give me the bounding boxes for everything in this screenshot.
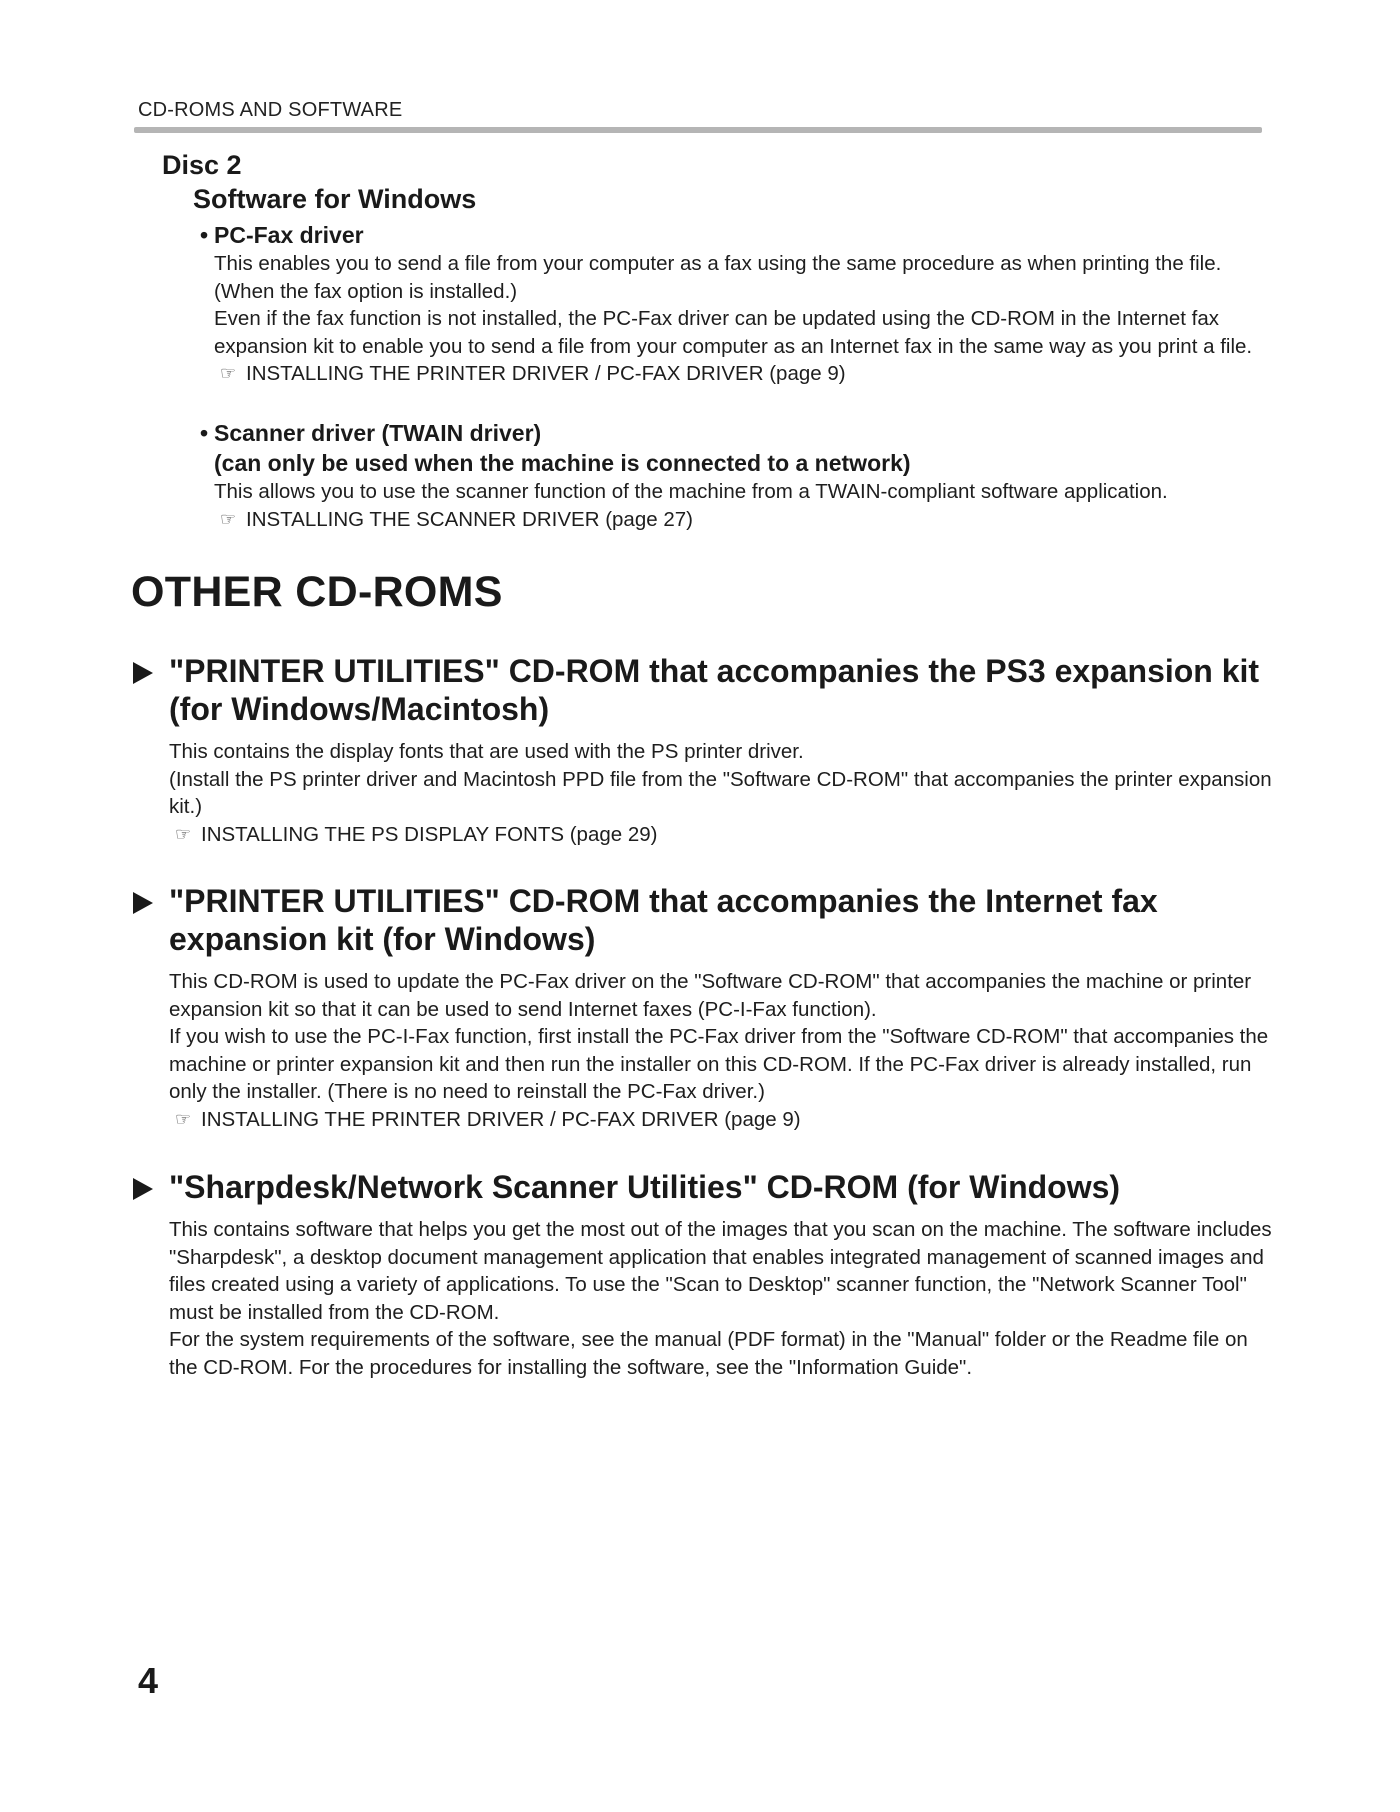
section-internet-fax-printer-utilities xyxy=(133,882,1273,1134)
pointing-hand-icon: ☞ xyxy=(220,508,237,529)
pointing-hand-icon: ☞ xyxy=(220,363,237,384)
section-title: "PRINTER UTILITIES" CD-ROM that accompanies the Internet fax expansion kit (for Windows) xyxy=(133,882,1273,958)
item-title: • PC-Fax driver xyxy=(200,222,364,248)
paragraph: This contains software that helps you get the most out of the images that you scan on the machine. The software includes "Sharpdesk", a desktop document management application that enables integrated management of scanned images and files created using a variety of applications. To use the "Scan to Desktop" scanner function, the "Network Scanner Tool" must be installed from the CD-ROM. xyxy=(169,1218,1272,1324)
paragraph: Even if the fax function is not installed, the PC-Fax driver can be updated using the CD-ROM in the Internet fax expansion kit to enable you to send a file from your computer as an Internet fax in the same way as you print a file. xyxy=(214,307,1253,358)
paragraph: (When the fax option is installed.) xyxy=(214,279,518,303)
header-rule xyxy=(134,127,1262,133)
item-body xyxy=(200,478,1270,533)
triangle-right-icon xyxy=(133,1178,153,1200)
running-header: CD-ROMS AND SOFTWARE xyxy=(138,99,403,121)
cross-reference: ☞ INSTALLING THE PS DISPLAY FONTS (page 29) xyxy=(169,821,1273,849)
pointing-hand-icon: ☞ xyxy=(175,823,192,844)
disc-title: Disc 2 xyxy=(162,150,242,180)
paragraph: This contains the display fonts that are used with the PS printer driver. xyxy=(169,740,804,763)
cross-reference: ☞ INSTALLING THE SCANNER DRIVER (page 27) xyxy=(214,506,1270,534)
triangle-right-icon xyxy=(133,892,153,914)
bullet-icon: • xyxy=(200,420,209,446)
section-body xyxy=(133,738,1273,848)
cross-reference: ☞ INSTALLING THE PRINTER DRIVER / PC-FAX DRIVER (page 9) xyxy=(169,1106,1273,1134)
section-title: "Sharpdesk/Network Scanner Utilities" CD-ROM (for Windows) xyxy=(133,1168,1273,1206)
section-title: "PRINTER UTILITIES" CD-ROM that accompanies the PS3 expansion kit (for Windows/Macintosh) xyxy=(133,652,1273,728)
software-for-windows-heading: Software for Windows xyxy=(193,184,477,214)
section-sharpdesk-utilities xyxy=(133,1168,1273,1382)
cross-reference: ☞ INSTALLING THE PRINTER DRIVER / PC-FAX DRIVER (page 9) xyxy=(214,360,1270,388)
page-number: 4 xyxy=(138,1660,159,1701)
pc-fax-driver-item xyxy=(200,220,1270,388)
other-cd-roms-heading: OTHER CD-ROMS xyxy=(131,568,503,616)
paragraph: This CD-ROM is used to update the PC-Fax driver on the "Software CD-ROM" that accompanies the machine or printer expansion kit so that it can be used to send Internet faxes (PC-I-Fax function). xyxy=(169,970,1252,1021)
bullet-icon: • xyxy=(200,222,209,248)
section-body xyxy=(133,968,1273,1134)
paragraph: This enables you to send a file from your computer as a fax using the same procedure as when printing the file. xyxy=(214,252,1222,275)
paragraph: For the system requirements of the software, see the manual (PDF format) in the "Manual" folder or the Readme file on the CD-ROM. For the procedures for installing the software, see the "Information Guide". xyxy=(169,1328,1248,1379)
section-ps3-printer-utilities xyxy=(133,652,1273,848)
paragraph: (Install the PS printer driver and Macintosh PPD file from the "Software CD-ROM" that accompanies the printer expansion kit.) xyxy=(169,767,1272,819)
item-title: • Scanner driver (TWAIN driver) xyxy=(200,420,542,446)
paragraph: This allows you to use the scanner function of the machine from a TWAIN-compliant software application. xyxy=(214,480,1168,503)
scanner-driver-item xyxy=(200,418,1270,533)
pointing-hand-icon: ☞ xyxy=(175,1108,192,1129)
paragraph: If you wish to use the PC-I-Fax function, first install the PC-Fax driver from the "Software CD-ROM" that accompanies the machine or printer expansion kit and then run the installer on this CD-ROM. If the PC-Fax driver is already installed, run only the installer. (There is no need to reinstall the PC-Fax driver.) xyxy=(169,1025,1269,1104)
triangle-right-icon xyxy=(133,662,153,684)
item-body xyxy=(200,250,1270,388)
section-body xyxy=(133,1216,1273,1382)
item-subtitle: (can only be used when the machine is connected to a network) xyxy=(214,450,911,476)
